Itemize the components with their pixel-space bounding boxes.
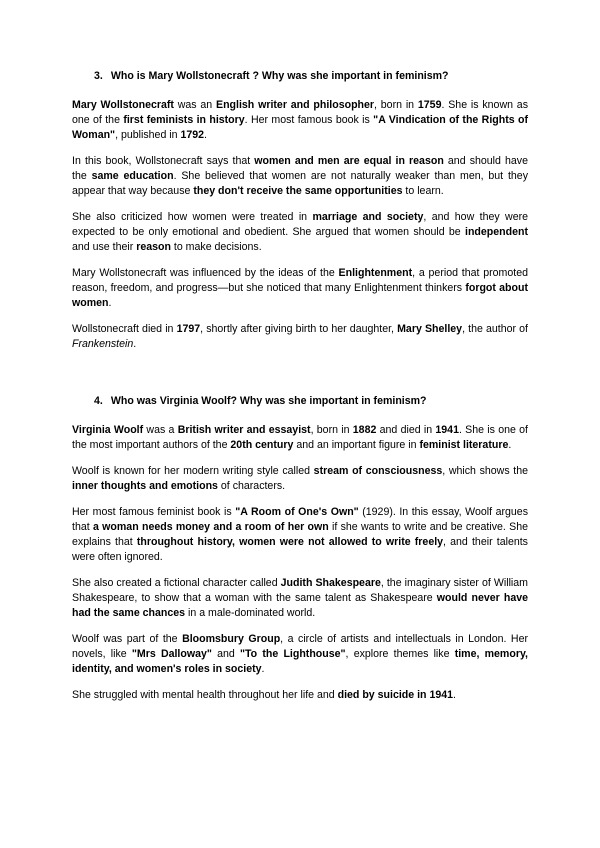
text-run: , a period that promoted reason, freedom, and progress—but she noticed that many Enlightenment thinkers xyxy=(72,267,529,294)
text-run: and xyxy=(211,648,240,660)
text-run: She also criticized how women were treated in xyxy=(72,211,313,223)
bold-text: Judith Shakespeare xyxy=(280,577,381,589)
section-spacer xyxy=(72,363,528,395)
text-run: of characters. xyxy=(217,480,286,492)
bold-text: "A Room of One's Own" xyxy=(235,506,359,518)
bold-text: "To the Lighthouse" xyxy=(239,648,346,660)
text-run: was an xyxy=(173,99,217,111)
section-wollstonecraft xyxy=(72,70,528,352)
section-woolf xyxy=(72,395,528,703)
text-run: was a xyxy=(143,424,178,436)
text-run: (1929). In this essay, Woolf argues that xyxy=(72,506,528,533)
bold-text: Enlightenment xyxy=(338,267,413,279)
text-run: , published in xyxy=(115,129,181,141)
paragraph xyxy=(72,576,528,621)
bold-text: 1941 xyxy=(435,424,459,436)
bold-text: time, memory, identity, and women's roles in society xyxy=(72,648,528,675)
paragraph xyxy=(72,266,528,311)
text-run: , and their talents were often ignored. xyxy=(72,536,528,563)
bold-text: 20th century xyxy=(230,439,294,451)
bold-text: Mary Wollstonecraft xyxy=(72,99,174,111)
text-run: to learn. xyxy=(402,185,444,197)
text-run: and an important figure in xyxy=(293,439,420,451)
text-run: , which shows the xyxy=(442,465,528,477)
bold-text: a woman needs money and a room of her own xyxy=(92,521,329,533)
bold-text: English writer and philosopher xyxy=(216,99,375,111)
section-number: 3. xyxy=(94,70,103,82)
paragraph xyxy=(72,210,528,255)
text-run: to make decisions. xyxy=(170,241,262,253)
section-number: 4. xyxy=(94,395,103,407)
italic-text: Frankenstein xyxy=(72,338,134,350)
text-run: Her most famous feminist book is xyxy=(72,506,236,518)
section-heading xyxy=(94,70,528,83)
text-run: . xyxy=(133,338,137,350)
section-heading xyxy=(94,395,528,408)
text-run: and use their xyxy=(72,241,137,253)
text-run: . She is one of the most important authors of the xyxy=(72,424,528,451)
bold-text: marriage and society xyxy=(312,211,424,223)
bold-text: Virginia Woolf xyxy=(72,424,144,436)
bold-text: feminist literature xyxy=(419,439,509,451)
text-run: Woolf was part of the xyxy=(72,633,183,645)
bold-text: died by suicide in 1941 xyxy=(337,689,454,701)
bold-text: Mary Shelley xyxy=(397,323,463,335)
section-title: Who is Mary Wollstonecraft ? Why was she important in feminism? xyxy=(110,70,449,82)
bold-text: "Mrs Dalloway" xyxy=(131,648,212,660)
text-run: . xyxy=(453,689,456,701)
bold-text: stream of consciousness xyxy=(313,465,443,477)
text-run: Woolf is known for her modern writing style called xyxy=(72,465,314,477)
text-run: , explore themes like xyxy=(345,648,455,660)
text-run: , born in xyxy=(310,424,353,436)
bold-text: 1797 xyxy=(176,323,201,335)
text-run: . xyxy=(261,663,265,675)
bold-text: would never have had the same chances xyxy=(72,592,528,619)
text-run: if she wants to write and be creative. She explains that xyxy=(72,521,529,548)
text-run: She also created a fictional character called xyxy=(72,577,281,589)
paragraph xyxy=(72,322,528,352)
text-run: . Her most famous book is xyxy=(244,114,374,126)
text-run: . xyxy=(508,439,512,451)
bold-text: same education xyxy=(91,170,174,182)
text-run: in a male-dominated world. xyxy=(185,607,316,619)
paragraph xyxy=(72,154,528,199)
text-run: , a circle of artists and intellectuals in London. Her novels, like xyxy=(72,633,528,660)
bold-text: 1882 xyxy=(352,424,377,436)
text-run: , shortly after giving birth to her daughter, xyxy=(200,323,398,335)
paragraph xyxy=(72,464,528,494)
section-title: Who was Virginia Woolf? Why was she important in feminism? xyxy=(110,395,427,407)
bold-text: forgot about women xyxy=(72,282,528,309)
paragraph xyxy=(72,423,528,453)
document-page xyxy=(72,70,528,714)
paragraph xyxy=(72,98,528,143)
bold-text: "A Vindication of the Rights of Woman" xyxy=(72,114,528,141)
bold-text: women and men are equal in reason xyxy=(254,155,444,167)
text-run: , born in xyxy=(374,99,418,111)
bold-text: Bloomsbury Group xyxy=(182,633,281,645)
paragraph xyxy=(72,505,528,565)
text-run: . xyxy=(108,297,112,309)
bold-text: inner thoughts and emotions xyxy=(72,480,218,492)
bold-text: reason xyxy=(136,241,171,253)
text-run: . She is known as one of the xyxy=(72,99,528,126)
bold-text: 1759 xyxy=(417,99,442,111)
text-run: , the author of xyxy=(462,323,528,335)
text-run: Wollstonecraft died in xyxy=(72,323,177,335)
text-run: In this book, Wollstonecraft says that xyxy=(72,155,255,167)
bold-text: British writer and essayist xyxy=(177,424,311,436)
text-run: , and how they were expected to be only emotional and obedient. She argued that women should be xyxy=(72,211,529,238)
bold-text: 1792 xyxy=(180,129,205,141)
bold-text: throughout history, women were not allowed to write freely xyxy=(136,536,444,548)
bold-text: they don't receive the same opportunities xyxy=(193,185,403,197)
bold-text: independent xyxy=(465,226,528,238)
text-run: . xyxy=(204,129,207,141)
text-run: Mary Wollstonecraft was influenced by the ideas of the xyxy=(72,267,339,279)
paragraph xyxy=(72,688,528,703)
paragraph xyxy=(72,632,528,677)
text-run: . She believed that women are not naturally weaker than men, but they appear that way because xyxy=(72,170,528,197)
text-run: and died in xyxy=(376,424,436,436)
text-run: and should have the xyxy=(72,155,528,182)
text-run: , the imaginary sister of William Shakespeare, to show that a woman with the same talent as Shakespeare xyxy=(72,577,528,604)
bold-text: first feminists in history xyxy=(123,114,245,126)
text-run: She struggled with mental health throughout her life and xyxy=(72,689,338,701)
